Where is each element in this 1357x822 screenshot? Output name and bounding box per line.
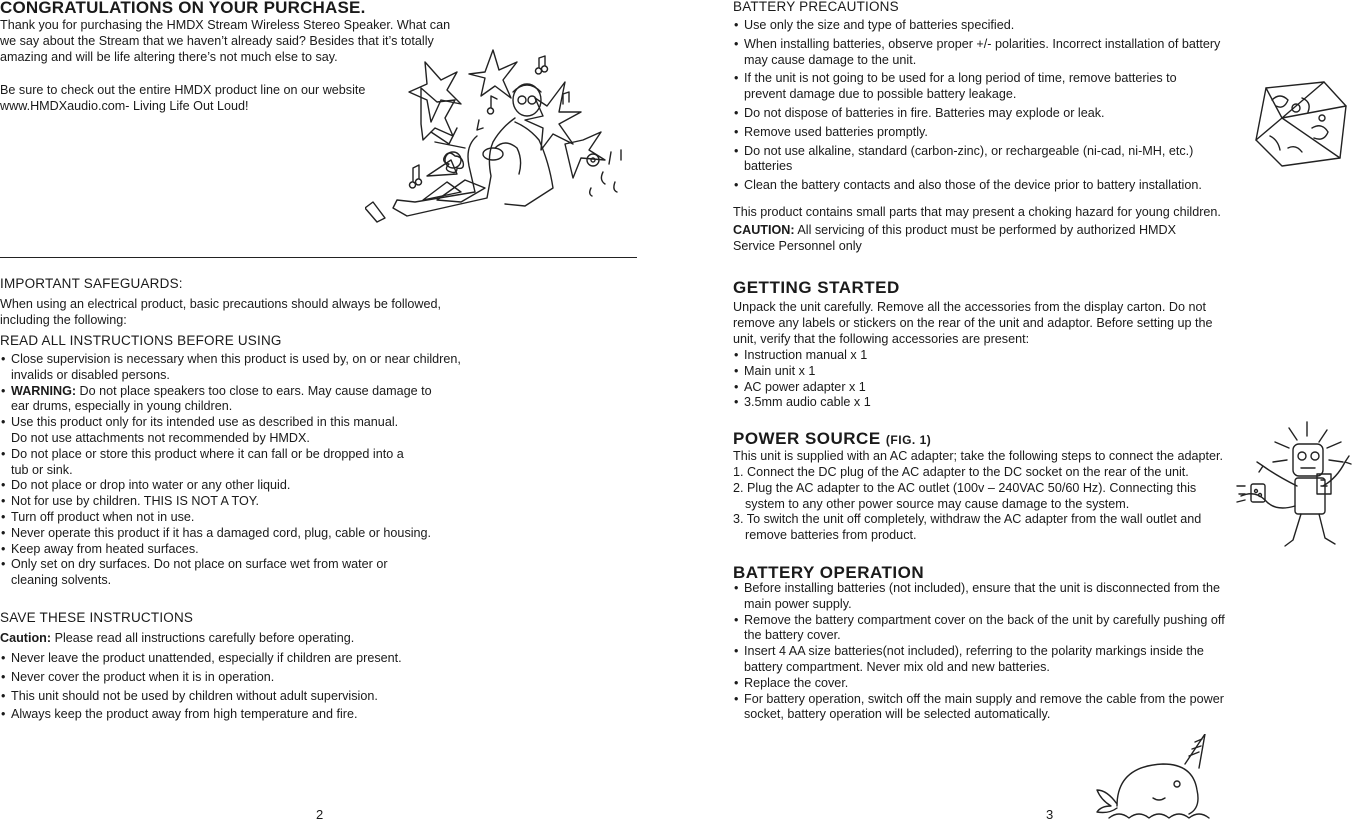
- list-item: • WARNING: Do not place speakers too close to ears. May cause damage to ear drums, especially in young children.: [0, 384, 520, 416]
- list-item: • Not for use by children. THIS IS NOT A TOY.: [0, 494, 520, 510]
- list-item: • Do not use alkaline, standard (carbon-zinc), or rechargeable (ni-cad, ni-MH, etc.) batteries: [733, 144, 1293, 176]
- list-item: • Keep away from heated surfaces.: [0, 542, 520, 558]
- page-number: 3: [1046, 807, 1054, 822]
- caution-line: Caution: Please read all instructions carefully before operating.: [0, 631, 355, 645]
- list-item: • Never operate this product if it has a damaged cord, plug, cable or housing.: [0, 526, 520, 542]
- narwhal-illustration: [1093, 734, 1233, 820]
- getting-started-heading: GETTING STARTED: [733, 278, 900, 297]
- battery-operation-list: [733, 581, 1293, 723]
- list-item: 3. To switch the unit off completely, withdraw the AC adapter from the wall outlet and remove batteries from product.: [733, 512, 1202, 543]
- website-line: Be sure to check out the entire HMDX product line on our website: [0, 83, 366, 97]
- battery-operation-heading: BATTERY OPERATION: [733, 563, 925, 582]
- safeguards-heading: IMPORTANT SAFEGUARDS:: [0, 276, 183, 291]
- read-all-list: [0, 352, 520, 589]
- list-item: 2. Plug the AC adapter to the AC outlet (100v – 240VAC 50/60 Hz). Connecting this system to any other power source may cause damage to the system.: [733, 480, 1197, 511]
- list-item: • For battery operation, switch off the main supply and remove the cable from the power socket, battery operation will be selected automatically.: [733, 692, 1293, 724]
- intro-line: we say about the Stream that we haven’t already said? Besides that it’s totally: [0, 33, 434, 48]
- list-item: • AC power adapter x 1: [733, 380, 871, 396]
- small-parts-warning: This product contains small parts that may present a choking hazard for young children.: [733, 205, 1221, 219]
- list-item: • Insert 4 AA size batteries(not included), referring to the polarity markings inside the battery compartment. Never mix old and new batteries.: [733, 644, 1293, 676]
- list-item: • Clean the battery contacts and also those of the device prior to battery installation.: [733, 178, 1293, 194]
- power-intro: This unit is supplied with an AC adapter; take the following steps to connect the adapter.: [733, 449, 1224, 463]
- list-item: • Never leave the product unattended, especially if children are present.: [0, 651, 520, 667]
- figure-reference: (FIG. 1): [885, 433, 932, 447]
- robot-illustration: [1235, 416, 1357, 558]
- list-item: • Use this product only for its intended use as described in this manual. Do not use attachments not recommended by HMDX.: [0, 415, 520, 447]
- power-source-heading: POWER SOURCE (FIG. 1): [733, 429, 932, 448]
- list-item: • Only set on dry surfaces. Do not place on surface wet from water or cleaning solvents.: [0, 557, 520, 589]
- read-all-heading: READ ALL INSTRUCTIONS BEFORE USING: [0, 333, 282, 348]
- power-steps: [733, 465, 1201, 544]
- list-item: • Before installing batteries (not included), ensure that the unit is disconnected from the main power supply.: [733, 581, 1293, 613]
- ball-illustration: [1252, 78, 1348, 170]
- website-paragraph: [0, 83, 365, 115]
- service-caution: CAUTION: All servicing of this product must be performed by authorized HMDX Service Personnel only: [733, 223, 1177, 253]
- page-2: [0, 0, 640, 821]
- safeguards-intro-line: including the following:: [0, 312, 127, 327]
- text-line: remove any labels or stickers on the rear of the unit and adaptor. Before setting up the: [733, 315, 1213, 330]
- list-item: • If the unit is not going to be used for a long period of time, remove batteries to prevent damage due to possible battery leakage.: [733, 71, 1293, 103]
- website-line: www.HMDXaudio.com- Living Life Out Loud!: [0, 98, 249, 113]
- sitting-person-illustration: [365, 32, 635, 242]
- battery-precautions-heading: BATTERY PRECAUTIONS: [733, 0, 899, 14]
- page-3: [700, 0, 1357, 821]
- section-divider: [0, 257, 637, 258]
- list-item: • Do not place or store this product where it can fall or be dropped into a tub or sink.: [0, 447, 520, 479]
- text-line: unit, verify that the following accessories are present:: [733, 331, 1030, 346]
- list-item: • Remove used batteries promptly.: [733, 125, 1293, 141]
- list-item: • Turn off product when not in use.: [0, 510, 520, 526]
- page-number: 2: [316, 807, 324, 822]
- list-item: • Remove the battery compartment cover on the back of the unit by carefully pushing off the battery cover.: [733, 613, 1293, 645]
- list-item: • Always keep the product away from high temperature and fire.: [0, 707, 520, 723]
- save-heading: SAVE THESE INSTRUCTIONS: [0, 610, 194, 625]
- page-title: CONGRATULATIONS ON YOUR PURCHASE.: [0, 0, 366, 17]
- text-line: Unpack the unit carefully. Remove all the accessories from the display carton. Do not: [733, 300, 1206, 314]
- list-item: • Do not dispose of batteries in fire. Batteries may explode or leak.: [733, 106, 1293, 122]
- list-item: • Use only the size and type of batteries specified.: [733, 18, 1293, 34]
- list-item: • Never cover the product when it is in operation.: [0, 670, 520, 686]
- caution-label: CAUTION:: [733, 223, 795, 237]
- list-item: 1. Connect the DC plug of the AC adapter to the DC socket on the rear of the unit.: [733, 465, 1189, 479]
- safeguards-intro: [0, 297, 441, 329]
- accessories-list: [733, 348, 871, 411]
- list-item: • This unit should not be used by children without adult supervision.: [0, 689, 520, 705]
- list-item: • 3.5mm audio cable x 1: [733, 395, 871, 411]
- list-item: • When installing batteries, observe proper +/- polarities. Incorrect installation of battery may cause damage to the unit.: [733, 37, 1293, 69]
- caution-label: Caution:: [0, 631, 52, 645]
- list-item: • Do not place or drop into water or any other liquid.: [0, 478, 520, 494]
- list-item: • Instruction manual x 1: [733, 348, 871, 364]
- getting-started-text: [733, 300, 1213, 347]
- list-item: • Close supervision is necessary when this product is used by, on or near children, invalids or disabled persons.: [0, 352, 520, 384]
- save-list: [0, 651, 520, 726]
- list-item: • Main unit x 1: [733, 364, 871, 380]
- intro-line: amazing and will be life altering there’s not much else to say.: [0, 49, 338, 64]
- warning-label: WARNING:: [11, 383, 77, 398]
- safeguards-intro-line: When using an electrical product, basic precautions should always be followed,: [0, 297, 442, 311]
- list-item: • Replace the cover.: [733, 676, 1293, 692]
- intro-line: Thank you for purchasing the HMDX Stream Wireless Stereo Speaker. What can: [0, 18, 451, 32]
- battery-precautions-list: [733, 18, 1293, 197]
